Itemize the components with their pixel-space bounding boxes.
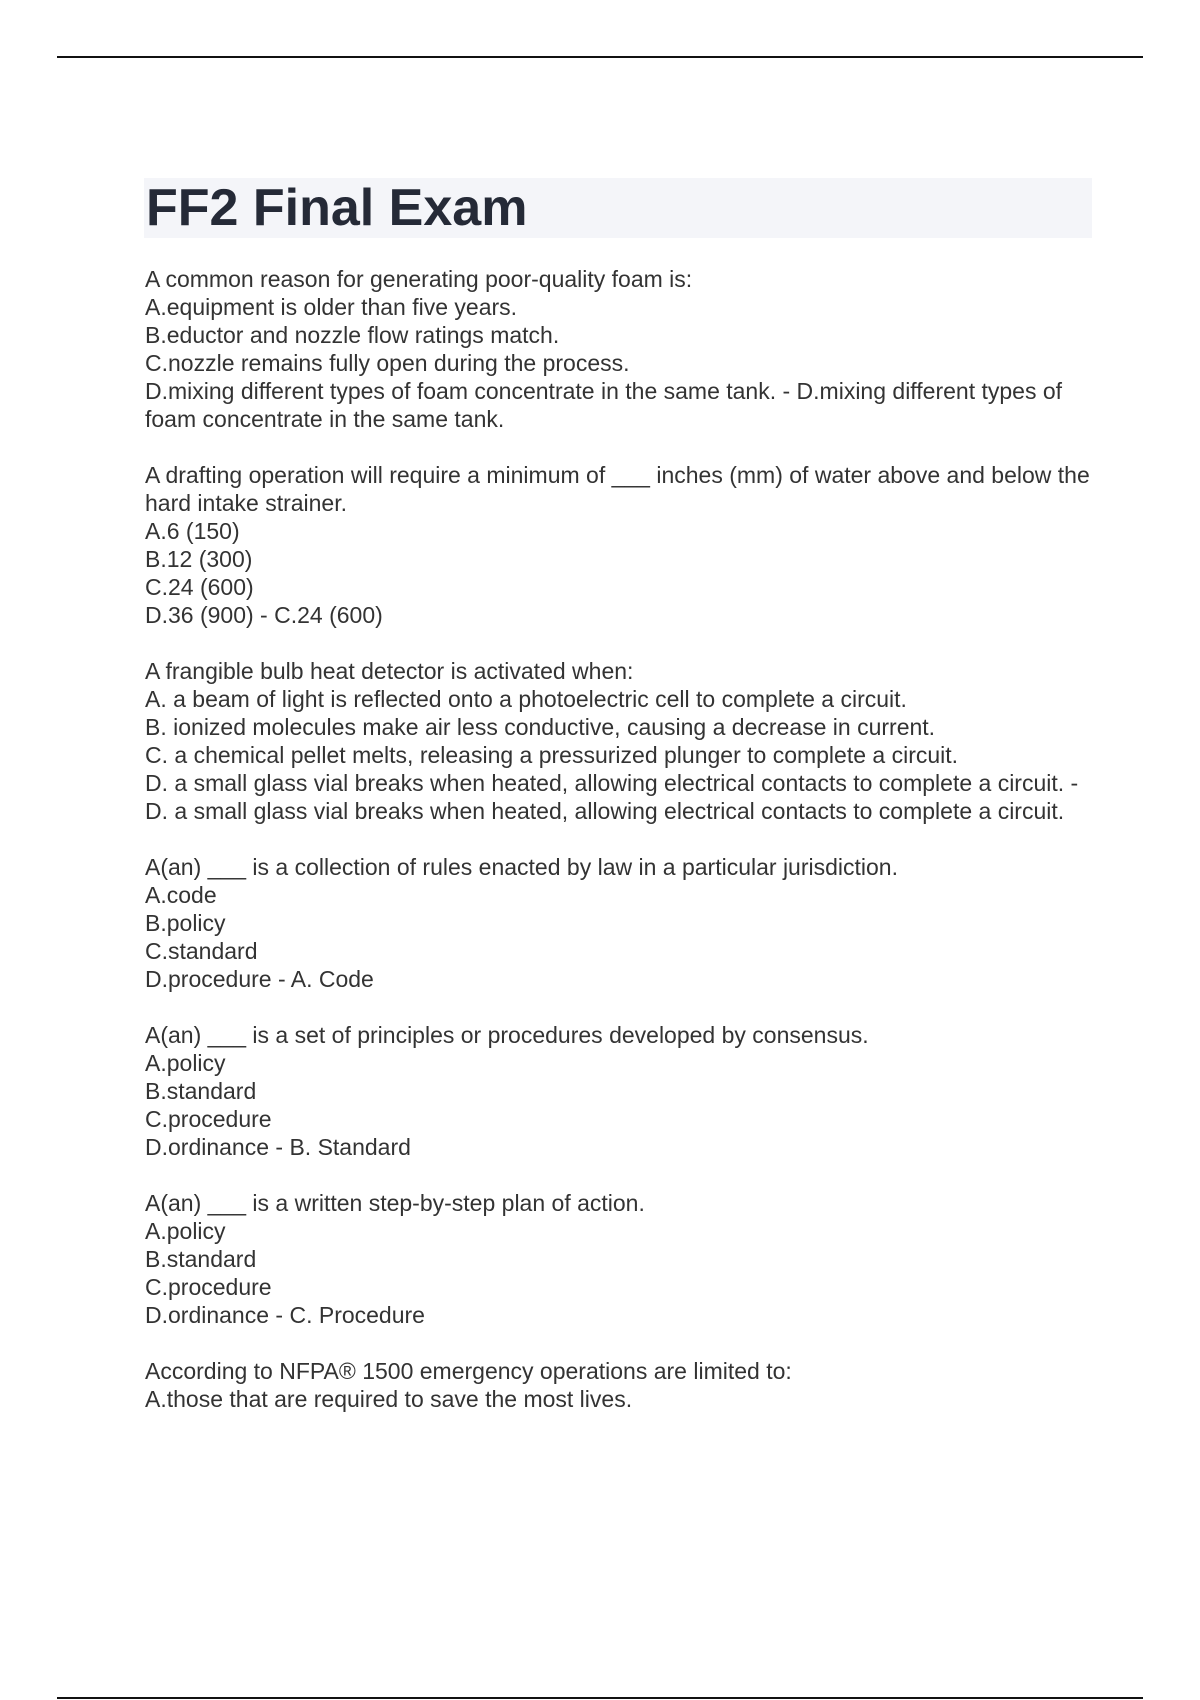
answer-option: C.standard [145, 938, 258, 964]
bottom-rule [57, 1697, 1143, 1699]
question-block [145, 265, 1095, 433]
answer-option-with-key: D.ordinance - C. Procedure [145, 1302, 425, 1328]
answer-option-with-key: D.procedure - A. Code [145, 966, 374, 992]
question-block [145, 1189, 1095, 1329]
answer-option: B.eductor and nozzle flow ratings match. [145, 322, 560, 348]
answer-option: A.equipment is older than five years. [145, 294, 518, 320]
question-block [145, 1021, 1095, 1161]
answer-option: B.policy [145, 910, 226, 936]
answer-option-with-key: D. a small glass vial breaks when heated, allowing electrical contacts to complete a circuit. - D. a small glass vial breaks when heated, allowing electrical contacts to complete a circuit. [145, 770, 1079, 824]
answer-option-with-key: D.36 (900) - C.24 (600) [145, 602, 383, 628]
answer-option: C. a chemical pellet melts, releasing a pressurized plunger to complete a circuit. [145, 742, 959, 768]
answer-option: A.6 (150) [145, 518, 240, 544]
question-block [145, 461, 1095, 629]
answer-option-with-key: D.mixing different types of foam concentrate in the same tank. - D.mixing different types of foam concentrate in the same tank. [145, 378, 1063, 432]
answer-option: B.standard [145, 1246, 257, 1272]
question-text: A drafting operation will require a minimum of ___ inches (mm) of water above and below the hard intake strainer. [145, 462, 1090, 516]
answer-option: B.12 (300) [145, 546, 253, 572]
answer-option: A.policy [145, 1218, 226, 1244]
question-block [145, 657, 1095, 825]
answer-option: A.policy [145, 1050, 226, 1076]
question-block [145, 853, 1095, 993]
question-block [145, 1357, 1095, 1413]
top-rule [57, 56, 1143, 58]
question-text: A(an) ___ is a written step-by-step plan of action. [145, 1190, 645, 1216]
question-text: A common reason for generating poor-quality foam is: [145, 266, 693, 292]
question-text: A frangible bulb heat detector is activated when: [145, 658, 634, 684]
answer-option: C.procedure [145, 1106, 272, 1132]
answer-option: C.nozzle remains fully open during the process. [145, 350, 630, 376]
question-text: According to NFPA® 1500 emergency operations are limited to: [145, 1358, 792, 1384]
answer-option: A.code [145, 882, 217, 908]
answer-option: A. a beam of light is reflected onto a photoelectric cell to complete a circuit. [145, 686, 907, 712]
question-text: A(an) ___ is a set of principles or procedures developed by consensus. [145, 1022, 869, 1048]
question-list [145, 265, 1095, 1441]
answer-option-with-key: D.ordinance - B. Standard [145, 1134, 411, 1160]
question-text: A(an) ___ is a collection of rules enacted by law in a particular jurisdiction. [145, 854, 898, 880]
document-title: FF2 Final Exam [146, 179, 528, 237]
answer-option: C.procedure [145, 1274, 272, 1300]
answer-option: A.those that are required to save the most lives. [145, 1386, 633, 1412]
answer-option: B.standard [145, 1078, 257, 1104]
answer-option: B. ionized molecules make air less conductive, causing a decrease in current. [145, 714, 936, 740]
answer-option: C.24 (600) [145, 574, 254, 600]
